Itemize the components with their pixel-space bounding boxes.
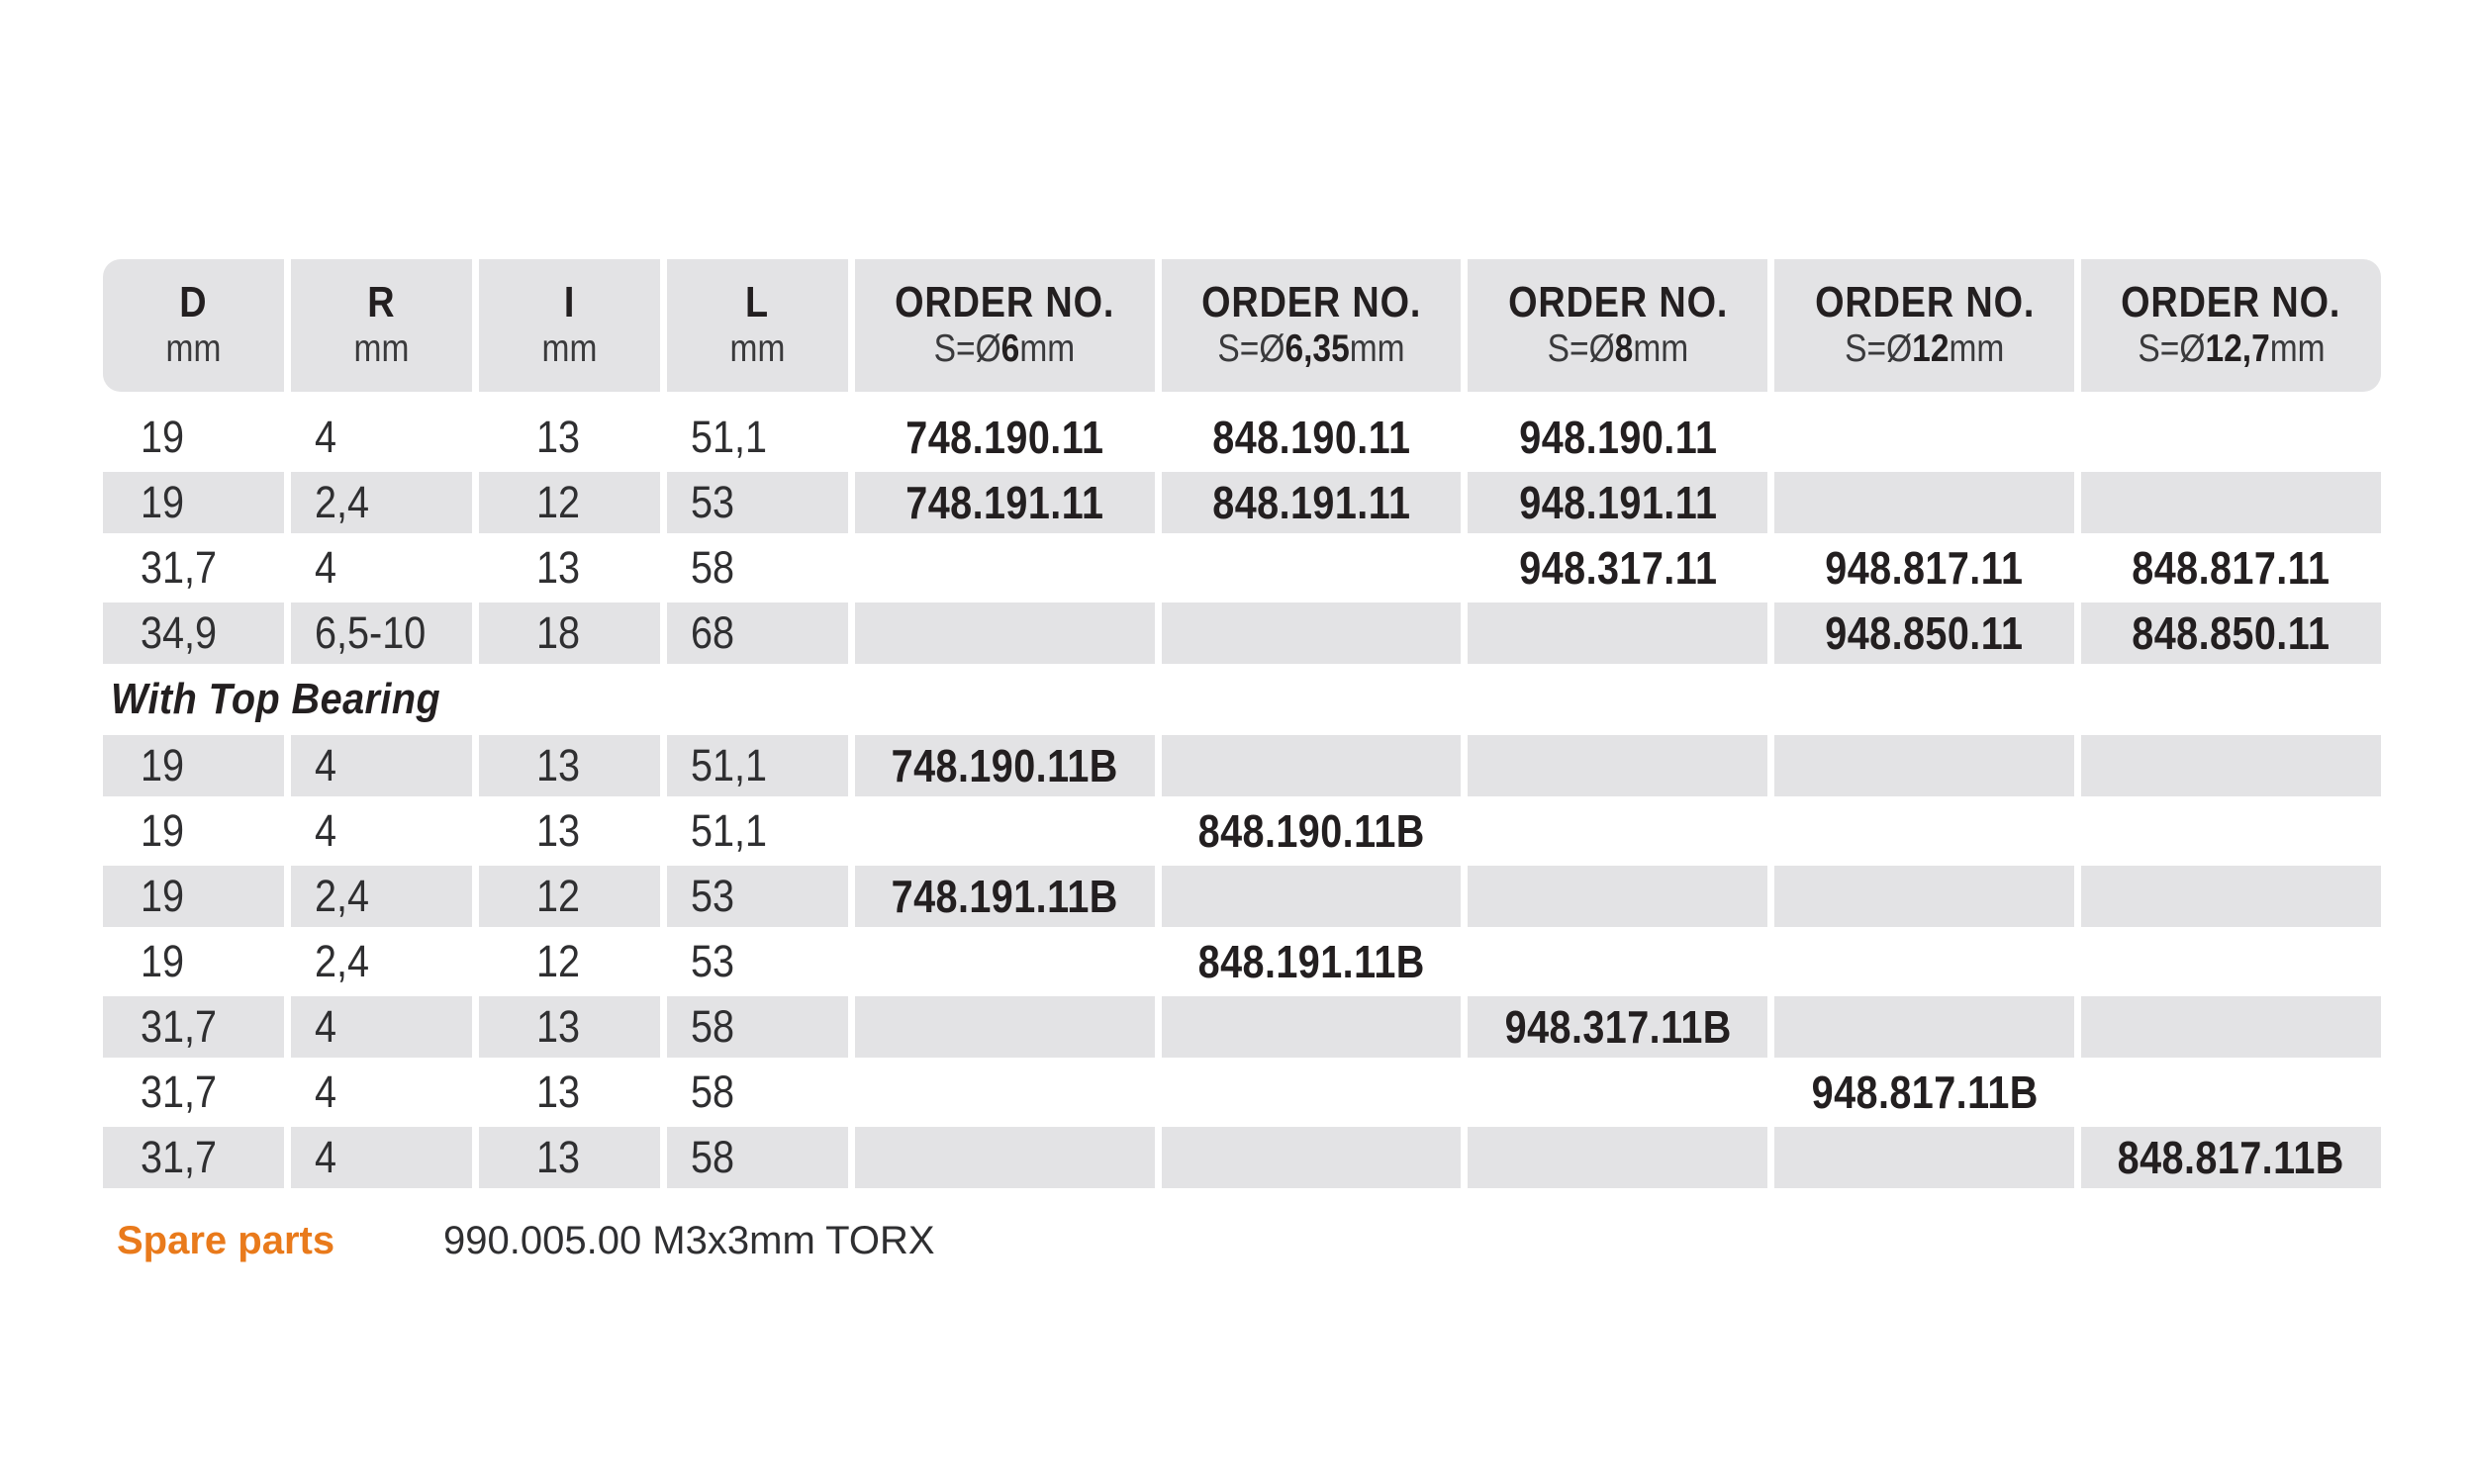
dimension-cell [479,931,660,992]
dimension-cell [291,407,472,468]
order-number-cell [855,1127,1155,1188]
header-shank [934,326,1076,372]
header-cell-order-6 [855,259,1155,392]
header-cell-order-6-35 [1162,259,1462,392]
header-cell-order-12-7 [2081,259,2381,392]
order-number-cell [1162,866,1462,927]
dimension-cell [291,537,472,599]
header-cell-order-12 [1774,259,2074,392]
order-number-cell [2081,537,2381,599]
order-number: 948.317.11 [1518,542,1717,594]
header-shank-prefix: S=Ø [1217,327,1285,370]
dimension-cell [479,996,660,1058]
dimension-value: 31,7 [141,1001,218,1052]
table-row [103,535,2381,601]
order-number-cell [1468,407,1767,468]
table-row [103,798,2381,864]
header-cell-order-8 [1468,259,1767,392]
dimension-value: 58 [690,1132,734,1182]
dimension-cell [291,603,472,664]
order-number-cell [855,866,1155,927]
dimension-value: 58 [690,1067,734,1117]
dimension-cell [103,472,284,533]
dimension-value: 4 [314,1001,336,1052]
dimension-value: 2,4 [314,936,369,986]
dimension-value: 19 [141,805,185,856]
order-number-cell [855,537,1155,599]
dimension-cell [479,603,660,664]
order-number: 848.850.11 [2132,607,2331,659]
dimension-value: 12 [535,936,580,986]
table-row [103,929,2381,994]
order-number-cell [1162,996,1462,1058]
header-shank-unit: mm [1019,327,1076,370]
order-number-cell [2081,603,2381,664]
dimension-value: 53 [690,871,734,921]
dimension-cell [667,735,848,796]
dimension-value: 31,7 [141,1132,218,1182]
order-number: 748.190.11B [891,740,1118,791]
dimension-value: 4 [314,542,336,593]
header-title: ORDER NO. [1507,278,1728,326]
dimension-value: 19 [141,477,185,527]
order-number-cell [1774,472,2074,533]
order-number-cell [2081,735,2381,796]
header-cell-i [479,259,660,392]
dimension-cell [479,537,660,599]
header-unit: mm [353,327,410,370]
order-number: 848.817.11 [2132,542,2331,594]
order-number-cell [2081,996,2381,1058]
dimension-value: 19 [141,740,185,790]
order-number-cell [855,800,1155,862]
dimension-value: 51,1 [690,740,767,790]
order-number-cell [855,996,1155,1058]
dimension-cell [667,603,848,664]
header-unit: mm [165,327,222,370]
order-number: 948.317.11B [1504,1001,1732,1053]
order-number-cell [1468,1127,1767,1188]
order-number: 948.817.11B [1811,1067,2039,1118]
header-cell-r [291,259,472,392]
dimension-value: 31,7 [141,1067,218,1117]
order-number-cell [1468,472,1767,533]
dimension-cell [291,996,472,1058]
header-shank-prefix: S=Ø [2137,327,2205,370]
header-shank-prefix: S=Ø [1547,327,1615,370]
order-number-cell [1162,472,1462,533]
order-number-cell [1774,866,2074,927]
order-number: 948.817.11 [1825,542,2024,594]
order-number-cell [855,1062,1155,1123]
header-shank-size: 12,7 [2204,327,2270,370]
order-number-cell [2081,800,2381,862]
order-number: 948.190.11 [1518,412,1717,463]
order-number-cell [855,603,1155,664]
header-title: ORDER NO. [2121,278,2341,326]
header-unit: mm [541,327,598,370]
header-title: D [179,278,208,326]
dimension-cell [667,407,848,468]
dimension-cell [667,1127,848,1188]
dimension-cell [479,735,660,796]
dimension-cell [103,1062,284,1123]
dimension-cell [667,800,848,862]
dimension-cell [103,800,284,862]
dimension-value: 13 [535,1132,580,1182]
order-number-cell [2081,1062,2381,1123]
order-number-cell [1774,735,2074,796]
dimension-value: 19 [141,936,185,986]
table-body [103,405,2381,666]
product-table [103,259,2381,1190]
header-shank-unit: mm [1949,327,2005,370]
dimension-value: 13 [535,740,580,790]
table-row [103,601,2381,666]
dimension-value: 19 [141,871,185,921]
dimension-cell [103,996,284,1058]
table-row [103,994,2381,1060]
header-unit: mm [729,327,786,370]
header-shank-unit: mm [1349,327,1405,370]
header-shank-prefix: S=Ø [933,327,1001,370]
order-number-cell [1162,537,1462,599]
dimension-cell [479,472,660,533]
dimension-value: 4 [314,740,336,790]
table-row [103,470,2381,535]
header-title: ORDER NO. [895,278,1115,326]
order-number-cell [2081,407,2381,468]
table-row [103,1060,2381,1125]
order-number: 748.191.11 [905,477,1104,528]
order-number-cell [855,472,1155,533]
dimension-cell [291,866,472,927]
header-shank-prefix: S=Ø [1845,327,1913,370]
dimension-cell [291,1127,472,1188]
order-number-cell [855,407,1155,468]
header-title: R [367,278,396,326]
order-number: 848.191.11 [1211,477,1411,528]
dimension-value: 53 [690,936,734,986]
dimension-cell [103,537,284,599]
header-title: ORDER NO. [1200,278,1422,326]
dimension-cell [291,931,472,992]
dimension-cell [103,407,284,468]
header-title: I [563,278,575,326]
spare-parts-line [117,1219,1304,1262]
header-shank-size: 6,35 [1285,327,1350,370]
spare-parts-label: Spare parts [117,1219,335,1262]
dimension-value: 13 [535,542,580,593]
dimension-cell [103,866,284,927]
dimension-cell [667,472,848,533]
table-header [103,259,2381,392]
order-number: 748.191.11B [891,871,1118,922]
order-number: 848.191.11B [1197,936,1425,987]
dimension-value: 58 [690,1001,734,1052]
dimension-value: 4 [314,1132,336,1182]
order-number-cell [1774,407,2074,468]
dimension-cell [291,735,472,796]
order-number: 848.817.11B [2118,1132,2345,1183]
table-row [103,733,2381,798]
order-number-cell [1468,603,1767,664]
dimension-value: 13 [535,412,580,462]
order-number-cell [1774,603,2074,664]
header-shank-size: 8 [1614,327,1634,370]
header-title: L [745,278,770,326]
dimension-value: 18 [535,607,580,658]
dimension-value: 51,1 [690,805,767,856]
order-number-cell [2081,472,2381,533]
dimension-cell [103,931,284,992]
dimension-cell [103,1127,284,1188]
dimension-value: 6,5-10 [314,607,427,658]
dimension-value: 4 [314,1067,336,1117]
dimension-value: 2,4 [314,871,369,921]
order-number-cell [1162,735,1462,796]
order-number-cell [1468,735,1767,796]
order-number-cell [2081,1127,2381,1188]
order-number: 848.190.11B [1197,805,1425,857]
order-number: 948.850.11 [1825,607,2024,659]
order-number-cell [1162,1062,1462,1123]
dimension-value: 31,7 [141,542,218,593]
order-number-cell [1468,996,1767,1058]
header-shank [1548,326,1689,372]
dimension-cell [291,800,472,862]
order-number: 848.190.11 [1211,412,1411,463]
order-number-cell [1468,537,1767,599]
dimension-value: 34,9 [141,607,218,658]
order-number-cell [855,735,1155,796]
order-number-cell [1162,800,1462,862]
dimension-cell [667,996,848,1058]
dimension-cell [667,931,848,992]
dimension-cell [667,866,848,927]
header-shank-unit: mm [2269,327,2326,370]
order-number-cell [1774,800,2074,862]
header-shank [2138,326,2325,372]
header-cell-d [103,259,284,392]
dimension-cell [667,537,848,599]
order-number-cell [1468,931,1767,992]
table-row [103,1125,2381,1190]
header-shank [1217,326,1404,372]
dimension-cell [291,1062,472,1123]
order-number-cell [1468,800,1767,862]
dimension-cell [103,735,284,796]
dimension-value: 53 [690,477,734,527]
order-number-cell [1774,931,2074,992]
table-row [103,864,2381,929]
dimension-value: 51,1 [690,412,767,462]
dimension-value: 12 [535,871,580,921]
header-shank [1845,326,2004,372]
header-shank-size: 6 [1000,327,1020,370]
dimension-value: 4 [314,805,336,856]
section-title-text: With Top Bearing [111,675,441,723]
table-row [103,405,2381,470]
spare-parts-text: 990.005.00 M3x3mm TORX [443,1219,935,1262]
order-number-cell [1468,1062,1767,1123]
dimension-cell [291,472,472,533]
dimension-cell [479,800,660,862]
order-number-cell [2081,931,2381,992]
dimension-value: 2,4 [314,477,369,527]
order-number: 948.191.11 [1518,477,1717,528]
dimension-value: 58 [690,542,734,593]
dimension-value: 19 [141,412,185,462]
dimension-value: 13 [535,1001,580,1052]
dimension-value: 68 [690,607,734,658]
section-title [103,666,2381,733]
order-number-cell [1774,996,2074,1058]
table-body-top-bearing [103,733,2381,1190]
order-number-cell [1162,407,1462,468]
header-shank-unit: mm [1633,327,1689,370]
order-number-cell [1162,603,1462,664]
header-shank-size: 12 [1912,327,1950,370]
dimension-cell [479,1127,660,1188]
header-title: ORDER NO. [1814,278,2035,326]
order-number-cell [855,931,1155,992]
order-number-cell [1774,1127,2074,1188]
dimension-value: 13 [535,805,580,856]
order-number-cell [2081,866,2381,927]
dimension-value: 13 [535,1067,580,1117]
dimension-cell [103,603,284,664]
order-number-cell [1162,931,1462,992]
dimension-value: 4 [314,412,336,462]
order-number-cell [1774,537,2074,599]
dimension-cell [667,1062,848,1123]
dimension-cell [479,1062,660,1123]
dimension-cell [479,407,660,468]
order-number: 748.190.11 [905,412,1104,463]
order-number-cell [1468,866,1767,927]
order-number-cell [1774,1062,2074,1123]
header-cell-l [667,259,848,392]
order-number-cell [1162,1127,1462,1188]
dimension-value: 12 [535,477,580,527]
dimension-cell [479,866,660,927]
